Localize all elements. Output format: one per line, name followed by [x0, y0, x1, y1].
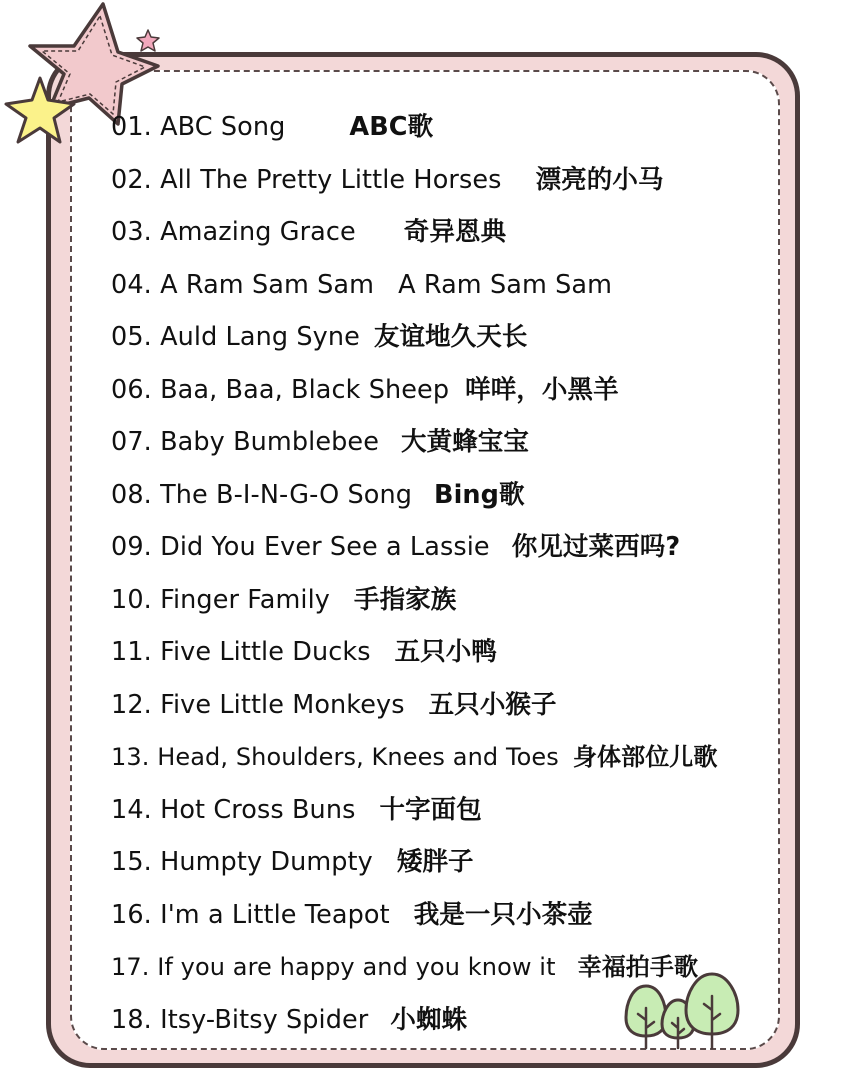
song-number: 15. — [111, 847, 152, 877]
song-title-cn: 身体部位儿歌 — [572, 743, 718, 771]
song-title-cn: 我是一只小茶壶 — [413, 899, 593, 930]
list-item — [111, 157, 718, 210]
small-pink-star-icon — [137, 30, 159, 51]
song-title-cn: 咩咩，小黑羊 — [465, 374, 619, 405]
song-title-cn: 漂亮的小马 — [535, 164, 664, 195]
list-item — [111, 524, 718, 577]
song-title-cn: 十字面包 — [379, 794, 482, 825]
song-title-en: Finger Family — [160, 584, 330, 615]
song-number: 18. — [111, 1004, 152, 1035]
song-title-cn: ABC歌 — [349, 112, 434, 142]
song-title-en: Baby Bumblebee — [160, 427, 379, 457]
song-title-en: ABC Song — [160, 112, 286, 142]
song-title-cn: 大黄蜂宝宝 — [401, 427, 530, 457]
song-title-cn: 幸福拍手歌 — [577, 953, 699, 981]
song-number: 13. — [111, 743, 150, 771]
song-title-en: Did You Ever See a Lassie — [160, 532, 490, 562]
song-title-en: Itsy-Bitsy Spider — [160, 1004, 369, 1035]
song-number: 12. — [111, 689, 152, 720]
song-title-cn: 五只小猴子 — [428, 689, 557, 720]
list-item — [111, 682, 718, 735]
song-number: 05. — [111, 322, 152, 352]
tree-icon — [626, 986, 666, 1048]
tree-icon — [686, 974, 738, 1048]
list-item — [111, 629, 718, 682]
song-number: 10. — [111, 584, 152, 615]
song-number: 14. — [111, 794, 152, 825]
list-item — [111, 314, 718, 367]
song-number: 01. — [111, 112, 152, 142]
list-item — [111, 734, 718, 787]
song-title-en: Auld Lang Syne — [160, 322, 360, 352]
song-number: 06. — [111, 374, 152, 405]
trees-decoration — [616, 968, 746, 1050]
song-title-en: Amazing Grace — [160, 217, 356, 247]
song-list — [111, 104, 718, 1049]
list-item — [111, 787, 718, 840]
song-title-en: I'm a Little Teapot — [160, 899, 390, 930]
list-item — [111, 104, 718, 157]
song-title-cn: 奇异恩典 — [403, 217, 507, 247]
song-title-en: If you are happy and you know it — [157, 953, 556, 981]
list-item — [111, 209, 718, 262]
song-title-en: Hot Cross Buns — [160, 794, 356, 825]
song-title-en: Baa, Baa, Black Sheep — [160, 374, 450, 405]
song-title-cn: 矮胖子 — [396, 847, 474, 877]
song-number: 16. — [111, 899, 152, 930]
song-title-cn: 你见过菜西吗? — [511, 532, 681, 562]
list-item — [111, 367, 718, 420]
song-title-cn: A Ram Sam Sam — [398, 269, 613, 300]
list-item — [111, 419, 718, 472]
song-title-en: All The Pretty Little Horses — [160, 164, 502, 195]
list-item — [111, 262, 718, 315]
song-number: 03. — [111, 217, 152, 247]
list-item — [111, 839, 718, 892]
list-item — [111, 577, 718, 630]
song-number: 08. — [111, 479, 152, 510]
song-title-cn: 友谊地久天长 — [373, 322, 528, 352]
song-title-cn: 小蜘蛛 — [390, 1004, 468, 1035]
song-title-en: Five Little Monkeys — [160, 689, 405, 720]
song-number: 02. — [111, 164, 152, 195]
song-number: 11. — [111, 637, 152, 667]
song-title-en: Head, Shoulders, Knees and Toes — [157, 743, 559, 771]
song-title-en: A Ram Sam Sam — [160, 269, 375, 300]
song-title-cn: Bing歌 — [434, 479, 525, 510]
song-title-cn: 手指家族 — [353, 584, 457, 615]
song-title-en: The B-I-N-G-O Song — [160, 479, 413, 510]
song-number: 09. — [111, 532, 152, 562]
song-number: 04. — [111, 269, 152, 300]
song-number: 07. — [111, 427, 152, 457]
song-title-en: Five Little Ducks — [160, 637, 371, 667]
list-item — [111, 892, 718, 945]
song-title-en: Humpty Dumpty — [160, 847, 373, 877]
song-title-cn: 五只小鸭 — [394, 637, 498, 667]
song-number: 17. — [111, 953, 150, 981]
list-item — [111, 472, 718, 525]
